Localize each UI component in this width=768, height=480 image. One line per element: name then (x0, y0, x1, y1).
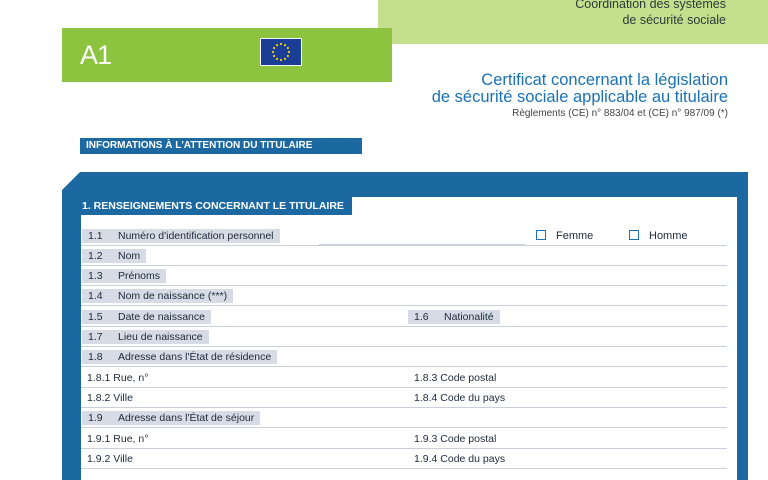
row-prenoms[interactable]: 1.3 Prénoms (81, 266, 727, 286)
homme-checkbox[interactable]: Homme (629, 230, 688, 242)
row-rue-codepostal-residence[interactable]: 1.8.1 Rue, n° 1.8.3 Code postal (81, 368, 727, 388)
regulations-reference: Règlements (CE) n° 883/04 et (CE) n° 987/09 (*) (512, 108, 728, 119)
section-1-header: 1. RENSEIGNEMENTS CONCERNANT LE TITULAIRE (80, 197, 352, 215)
row-lieu-naissance[interactable]: 1.7 Lieu de naissance (81, 327, 727, 347)
row-personal-id: 1.1 Numéro d'identification personnel Femme Homme (81, 226, 727, 246)
checkbox-icon (629, 230, 639, 240)
row-adresse-residence: 1.8 Adresse dans l'État de résidence (81, 347, 727, 367)
checkbox-icon (536, 230, 546, 240)
coordination-heading: Coordination des systèmes de sécurité sociale (575, 0, 726, 27)
a1-band (62, 28, 392, 82)
form-code: A1 (80, 40, 112, 70)
femme-checkbox[interactable]: Femme (536, 230, 593, 242)
row-date-nationalite[interactable]: 1.5 Date de naissance 1.6 Nationalité (81, 307, 727, 327)
row-nom[interactable]: 1.2 Nom (81, 246, 727, 266)
eu-flag-icon (260, 38, 302, 66)
row-rue-codepostal-sejour[interactable]: 1.9.1 Rue, n° 1.9.3 Code postal (81, 429, 727, 449)
row-adresse-sejour: 1.9 Adresse dans l'État de séjour (81, 408, 727, 428)
row-nom-naissance[interactable]: 1.4 Nom de naissance (***) (81, 286, 727, 306)
personal-id-field[interactable] (319, 244, 525, 245)
info-bar: INFORMATIONS À L'ATTENTION DU TITULAIRE (80, 138, 362, 154)
certificate-title: Certificat concernant la législation de sécurité sociale applicable au titulaire (431, 71, 728, 106)
row-ville-pays-residence[interactable]: 1.8.2 Ville 1.8.4 Code du pays (81, 388, 727, 408)
row-ville-pays-sejour[interactable]: 1.9.2 Ville 1.9.4 Code du pays (81, 449, 727, 469)
